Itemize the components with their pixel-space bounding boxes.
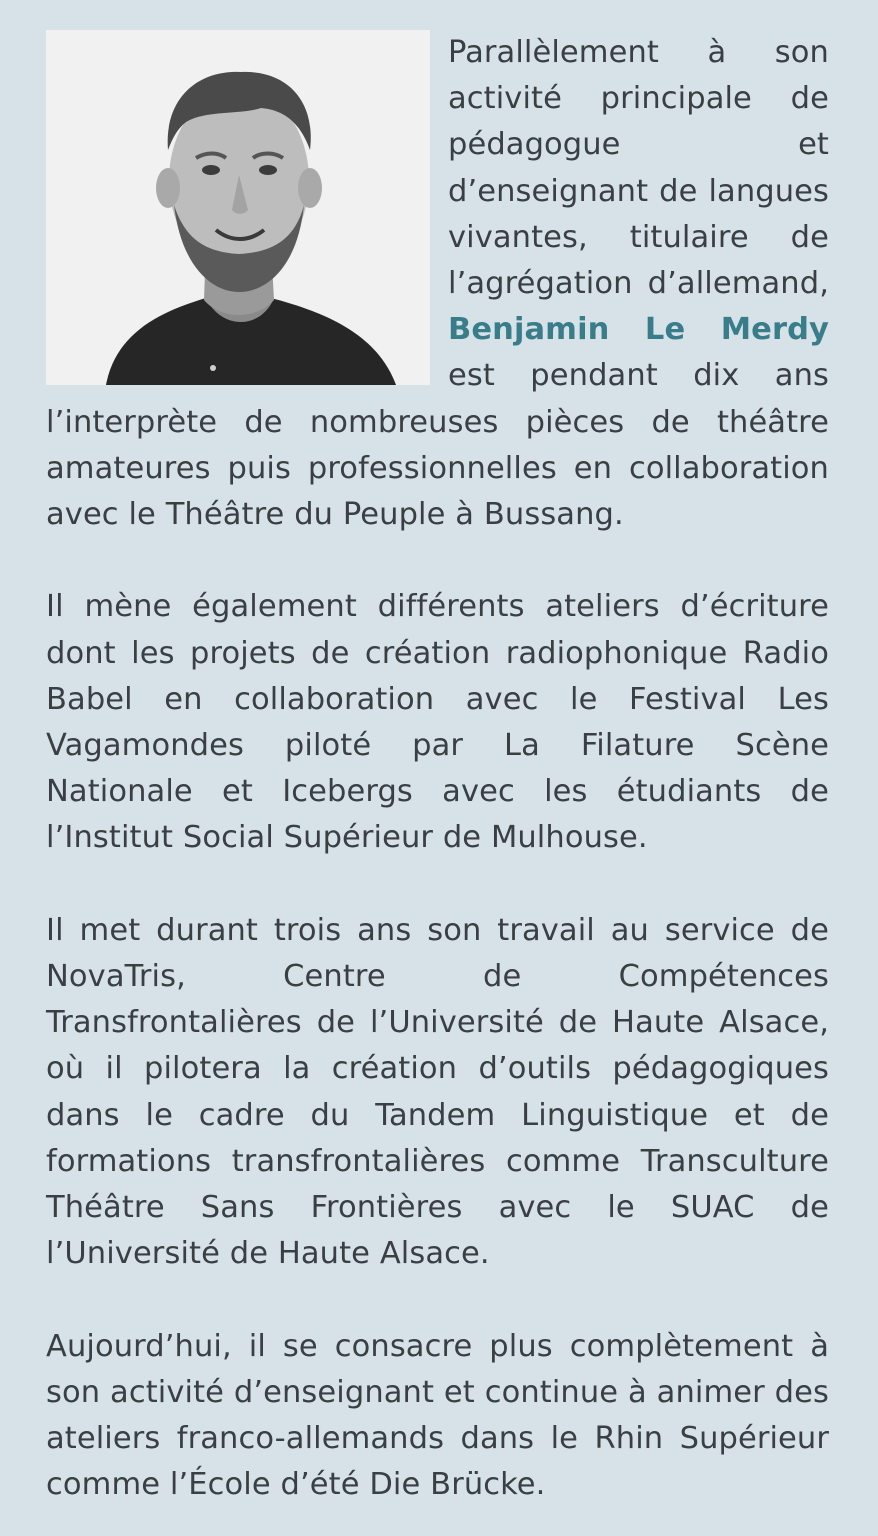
bio-intro-text: Parallèlement à son activité principale de pédagogue et d’enseignant de langues vivantes, titulaire de l’agrégation d’allemand, (448, 35, 829, 302)
bio-paragraph-2: Il mène également différents ateliers d’écriture dont les projets de création radiophonique Radio Babel en collaboration avec le Festival Les Vagamondes piloté par La Filature Scène Nationale et Icebergs avec les étudiants de l’Institut Social Supérieur de Mulhouse. (46, 589, 829, 856)
person-name: Benjamin Le Merdy (448, 312, 829, 348)
bio-paragraph-3: Il met durant trois ans son travail au service de NovaTris, Centre de Compétences Transfrontalières de l’Université de Haute Alsace, où il pilotera la création d’outils pédagogiques dans le cadre du Tandem Linguistique et de formations transfrontalières comme Transculture Théâtre Sans Frontières avec le SUAC de l’Université de Haute Alsace. (46, 912, 829, 1272)
portrait-photo (46, 30, 430, 385)
portrait-illustration (46, 30, 430, 385)
bio-career-text: est pendant dix ans l’interprète de nombreuses pièces de théâtre amateures puis professionnelles en collaboration avec le Théâtre du Peuple à Bussang. (46, 358, 829, 533)
bio-paragraph-4: Aujourd’hui, il se consacre plus complètement à son activité d’enseignant et continue à animer des ateliers franco-allemands dans le Rhin Supérieur comme l’École d’été Die Brücke. (46, 1328, 829, 1503)
